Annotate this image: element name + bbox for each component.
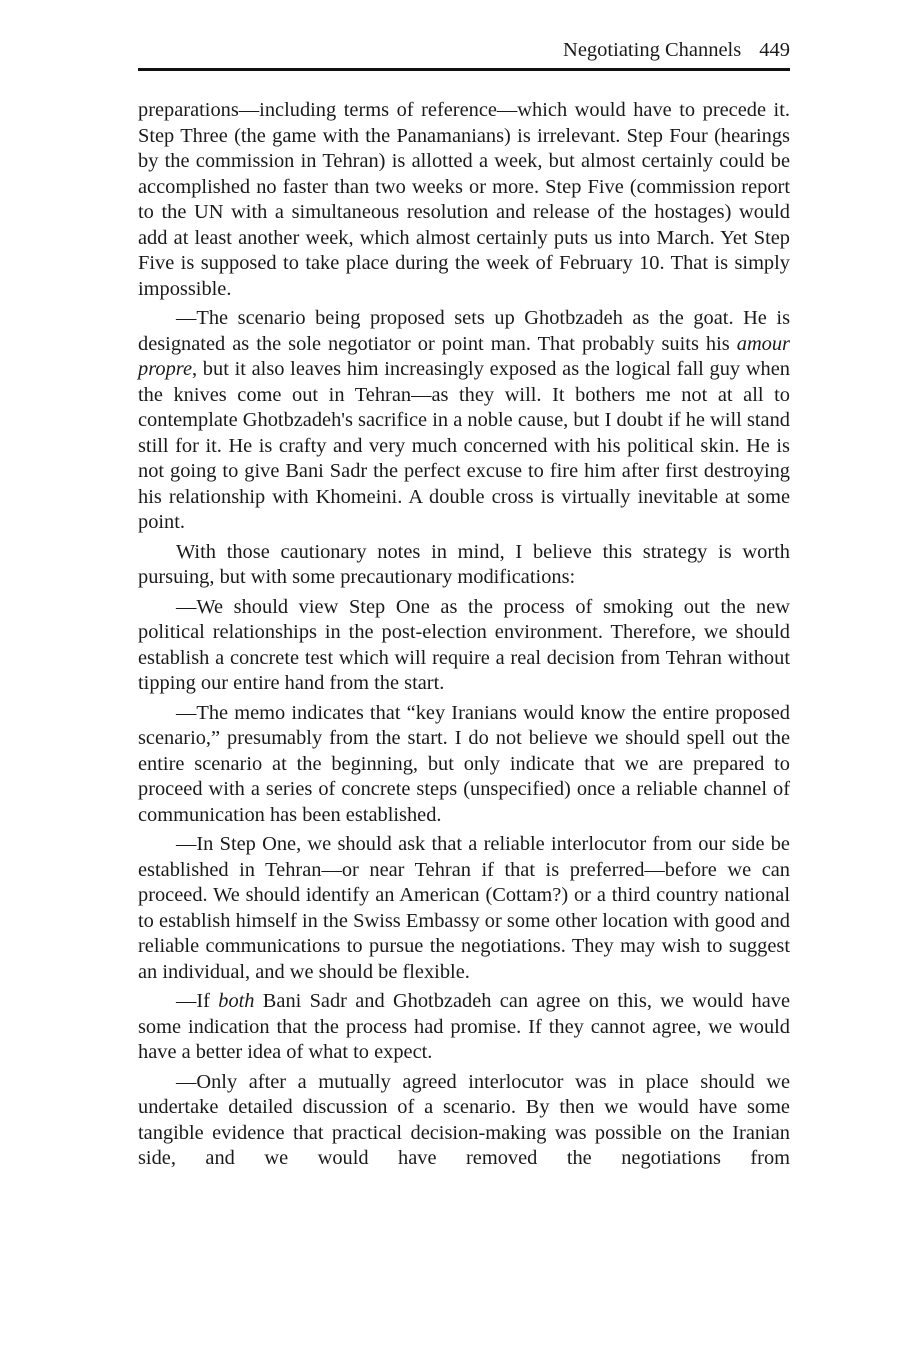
paragraph-cautionary-notes: With those cautionary notes in mind, I believe this strategy is worth pursuing, but with some precautionary modifications: bbox=[138, 540, 790, 588]
paragraph-ghotbzadeh-goat bbox=[138, 306, 790, 536]
paragraph-both-agree bbox=[138, 989, 790, 1066]
running-title: Negotiating Channels bbox=[563, 39, 742, 61]
italic-phrase: amour propre bbox=[138, 332, 790, 380]
paragraph-text: —The scenario being proposed sets up Ghotbzadeh as the goat. He is designated as the sole negotiator or point man. That probably suits his bbox=[138, 307, 790, 355]
header-rule bbox=[138, 68, 790, 71]
paragraph-text: —If bbox=[176, 990, 219, 1012]
running-head bbox=[138, 34, 790, 66]
paragraph-memo-scenario: —The memo indicates that “key Iranians would know the entire proposed scenario,” presumably from the start. I do not believe we should spell out the entire scenario at the beginning, but only indicate that we are prepared to proceed with a series of concrete steps (unspecified) once a reliable channel of communication has been established. bbox=[138, 701, 790, 826]
page-number: 449 bbox=[759, 39, 790, 61]
paragraph-only-after: —Only after a mutually agreed interlocutor was in place should we undertake detailed discussion of a scenario. By then we would have some tangible evidence that practical decision-making was possible on the Iranian side, and we would have removed the negotiations from bbox=[138, 1070, 790, 1169]
paragraph-text: Bani Sadr and Ghotbzadeh can agree on this, we would have some indication that the process had promise. If they cannot agree, we would have a better idea of what to expect. bbox=[138, 990, 790, 1063]
paragraph-step-one: —We should view Step One as the process of smoking out the new political relationships in the post-election environment. Therefore, we should establish a concrete test which will require a real decision from Tehran without tipping our entire hand from the start. bbox=[138, 595, 790, 694]
paragraph-continuation: preparations—including terms of reference—which would have to precede it. Step Three (the game with the Panamanians) is irrelevant. Step Four (hearings by the commission in Tehran) is allotted a week, but almost certainly could be accomplished no faster than two weeks or more. Step Five (commission report to the UN with a simultaneous resolution and release of the hostages) would add at least another week, which almost certainly puts us into March. Yet Step Five is supposed to take place during the week of February 10. That is simply impossible. bbox=[138, 99, 790, 300]
paragraph-text: , but it also leaves him increasingly exposed as the logical fall guy when the knives come out in Tehran—as they will. It bothers me not at all to contemplate Ghotbzadeh's sacrifice in a noble cause, but I doubt if he will stand still for it. He is crafty and very much concerned with his political skin. He is not going to give Bani Sadr the perfect excuse to fire him after first destroying his relationship with Khomeini. A double cross is virtually inevitable at some point. bbox=[138, 358, 790, 533]
body-text bbox=[138, 98, 790, 1176]
italic-word: both bbox=[218, 990, 255, 1012]
paragraph-interlocutor: —In Step One, we should ask that a reliable interlocutor from our side be established in Tehran—or near Tehran if that is preferred—before we can proceed. We should identify an American (Cottam?) or a third country national to establish himself in the Swiss Embassy or some other location with good and reliable communications to pursue the negotiations. They may wish to suggest an individual, and we should be flexible. bbox=[138, 833, 790, 983]
